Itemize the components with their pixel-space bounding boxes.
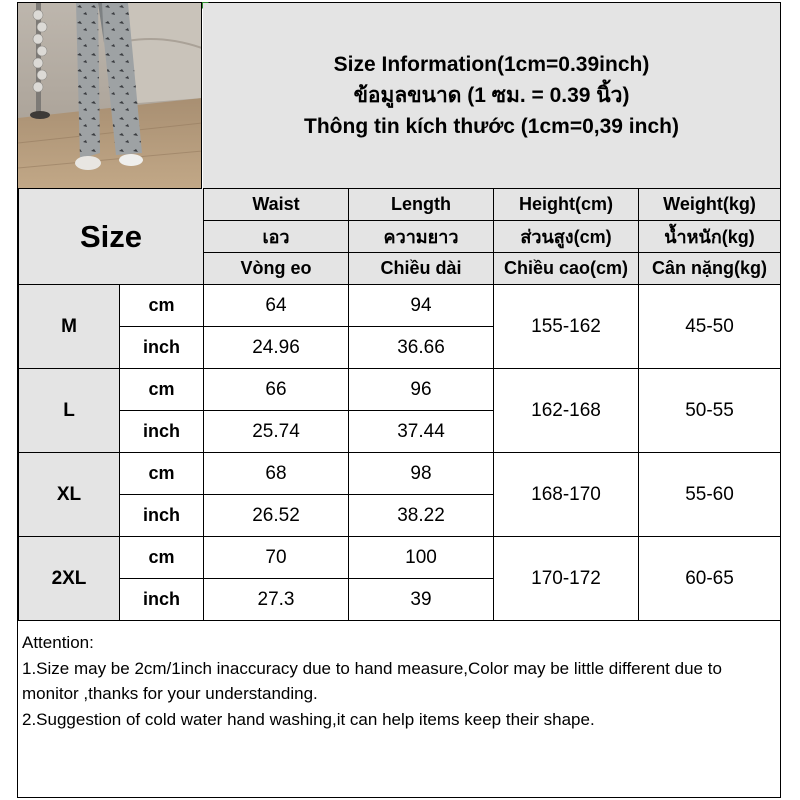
unit-label: cm xyxy=(120,285,204,327)
waist-value: 68 xyxy=(204,453,349,495)
height-range: 162-168 xyxy=(494,369,639,453)
product-photo xyxy=(18,3,202,189)
length-header-thai: ความยาว xyxy=(349,221,494,253)
header-line-english: Size Information(1cm=0.39inch) xyxy=(333,53,650,76)
height-range: 170-172 xyxy=(494,537,639,621)
weight-header-thai: น้ำหนัก(kg) xyxy=(639,221,781,253)
size-table xyxy=(18,189,781,621)
height-header-thai: ส่วนสูง(cm) xyxy=(494,221,639,253)
size-label: XL xyxy=(19,453,120,537)
header-line-vietnamese: Thông tin kích thước (1cm=0,39 inch) xyxy=(304,115,679,138)
waist-value: 26.52 xyxy=(204,495,349,537)
unit-label: inch xyxy=(120,495,204,537)
header-line-thai: ข้อมูลขนาด (1 ซม. = 0.39 นิ้ว) xyxy=(353,84,630,107)
weight-header-vietnamese: Cân nặng(kg) xyxy=(639,253,781,285)
length-value: 39 xyxy=(349,579,494,621)
attention-notes xyxy=(18,628,780,734)
product-photo-image xyxy=(18,3,202,189)
height-range: 168-170 xyxy=(494,453,639,537)
attention-note-2: 2.Suggestion of cold water hand washing,it can help items keep their shape. xyxy=(22,709,595,729)
waist-header-vietnamese: Vòng eo xyxy=(204,253,349,285)
size-label: M xyxy=(19,285,120,369)
table-row xyxy=(19,453,781,495)
table-row xyxy=(19,537,781,579)
length-header-vietnamese: Chiều dài xyxy=(349,253,494,285)
unit-label: cm xyxy=(120,453,204,495)
length-value: 37.44 xyxy=(349,411,494,453)
unit-label: inch xyxy=(120,411,204,453)
length-value: 100 xyxy=(349,537,494,579)
length-value: 96 xyxy=(349,369,494,411)
size-column-header: Size xyxy=(19,189,204,285)
attention-title: Attention: xyxy=(22,633,94,652)
length-value: 36.66 xyxy=(349,327,494,369)
weight-range: 45-50 xyxy=(639,285,781,369)
waist-value: 25.74 xyxy=(204,411,349,453)
table-row xyxy=(19,285,781,327)
unit-label: cm xyxy=(120,369,204,411)
waist-value: 27.3 xyxy=(204,579,349,621)
weight-header: Weight(kg) xyxy=(639,189,781,221)
height-range: 155-162 xyxy=(494,285,639,369)
waist-value: 24.96 xyxy=(204,327,349,369)
waist-header: Waist xyxy=(204,189,349,221)
weight-range: 55-60 xyxy=(639,453,781,537)
weight-range: 60-65 xyxy=(639,537,781,621)
attention-note-1: 1.Size may be 2cm/1inch inaccuracy due to hand measure,Color may be little different due to monitor ,thanks for your understanding. xyxy=(22,658,722,703)
size-label: L xyxy=(19,369,120,453)
unit-label: inch xyxy=(120,327,204,369)
length-value: 98 xyxy=(349,453,494,495)
length-header: Length xyxy=(349,189,494,221)
waist-header-thai: เอว xyxy=(204,221,349,253)
unit-label: cm xyxy=(120,537,204,579)
height-header-vietnamese: Chiều cao(cm) xyxy=(494,253,639,285)
size-information-header xyxy=(203,3,780,189)
waist-value: 64 xyxy=(204,285,349,327)
header-row-english xyxy=(19,189,781,221)
unit-label: inch xyxy=(120,579,204,621)
waist-value: 70 xyxy=(204,537,349,579)
table-row xyxy=(19,369,781,411)
weight-range: 50-55 xyxy=(639,369,781,453)
size-label: 2XL xyxy=(19,537,120,621)
waist-value: 66 xyxy=(204,369,349,411)
length-value: 38.22 xyxy=(349,495,494,537)
height-header: Height(cm) xyxy=(494,189,639,221)
length-value: 94 xyxy=(349,285,494,327)
